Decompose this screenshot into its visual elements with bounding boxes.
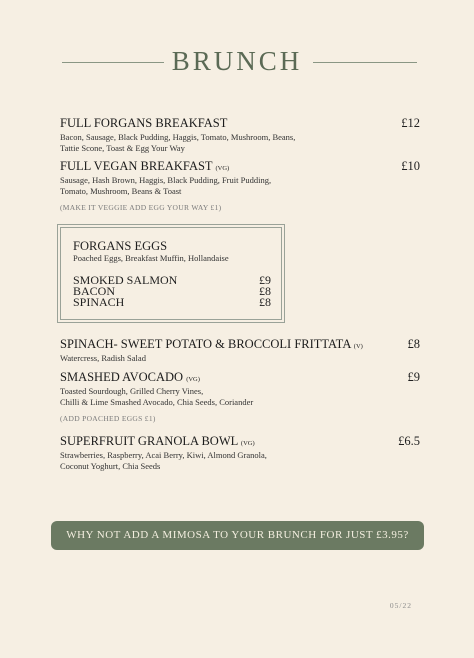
- egg-option: BACON £8: [73, 284, 271, 298]
- box-title: FORGANS EGGS: [73, 239, 168, 253]
- menu-item-full-vegan-breakfast: [60, 159, 420, 197]
- item-description: Strawberries, Raspberry, Acai Berry, Kiwi, Almond Granola, Coconut Yoghurt, Chia Seeds: [60, 450, 267, 471]
- item-price: £6.5: [398, 434, 420, 448]
- item-price: £12: [401, 116, 420, 130]
- footer-code: 05/22: [389, 601, 412, 610]
- item-name: SPINACH- SWEET POTATO & BROCCOLI FRITTATA (V): [60, 337, 363, 351]
- dietary-tag: (VG): [186, 376, 200, 383]
- menu-item-superfruit-granola-bowl: [60, 434, 420, 472]
- menu-item-frittata: [60, 337, 420, 364]
- item-name: SUPERFRUIT GRANOLA BOWL (VG): [60, 434, 255, 448]
- item-name: FULL VEGAN BREAKFAST (VG): [60, 159, 230, 173]
- dietary-tag: (V): [353, 343, 363, 350]
- header-rule-right: [313, 62, 417, 63]
- item-description: Bacon, Sausage, Black Pudding, Haggis, Tomato, Mushroom, Beans, Tattie Scone, Toast & Egg Your Way: [60, 132, 296, 153]
- item-name: SMASHED AVOCADO (VG): [60, 370, 200, 384]
- menu-item-full-forgans-breakfast: [60, 116, 420, 154]
- forgans-eggs-box: [60, 227, 282, 320]
- mimosa-banner: WHY NOT ADD A MIMOSA TO YOUR BRUNCH FOR JUST £3.95?: [51, 521, 424, 550]
- item-description: Sausage, Hash Brown, Haggis, Black Pudding, Fruit Pudding, Tomato, Mushroom, Beans & Toast: [60, 175, 272, 196]
- egg-option: SMOKED SALMON £9: [73, 273, 271, 287]
- page-title: BRUNCH: [171, 46, 303, 76]
- item-name: FULL FORGANS BREAKFAST: [60, 116, 228, 130]
- dietary-tag: (VG): [215, 165, 230, 172]
- item-description: Watercress, Radish Salad: [60, 353, 146, 363]
- item-price: £10: [401, 159, 420, 173]
- item-price: £9: [407, 370, 420, 384]
- box-description: Poached Eggs, Breakfast Muffin, Hollandaise: [73, 253, 229, 263]
- menu-item-smashed-avocado: [60, 370, 420, 408]
- egg-option: SPINACH £8: [73, 295, 271, 309]
- poached-eggs-note: (ADD POACHED EGGS £1): [60, 414, 156, 423]
- menu-header: [0, 46, 474, 80]
- item-description: Toasted Sourdough, Grilled Cherry Vines, Chilli & Lime Smashed Avocado, Chia Seeds, Coriander: [60, 386, 254, 407]
- item-price: £8: [407, 337, 420, 351]
- veggie-note: (MAKE IT VEGGIE ADD EGG YOUR WAY £1): [60, 203, 222, 212]
- dietary-tag: (VG): [240, 440, 255, 447]
